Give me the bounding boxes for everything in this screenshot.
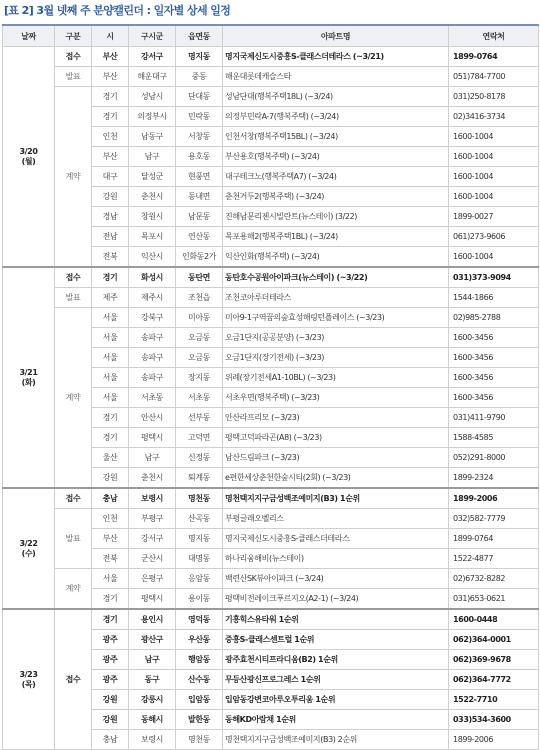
- si-cell: 서울: [92, 348, 129, 368]
- apartment-cell: 인천서창(행복주택15BL) (~3/24): [223, 127, 449, 147]
- gu-cell: 보령시: [129, 730, 176, 750]
- apartment-cell: 백련산SK뷰아이파크 (~3/24): [223, 569, 449, 589]
- phone-cell: 1600-3456: [449, 348, 539, 368]
- apartment-cell: 중흥S-클래스센트럴 1순위: [223, 630, 449, 650]
- si-cell: 서울: [92, 308, 129, 328]
- category-cell: 발표: [55, 67, 92, 87]
- phone-cell: 1600-1004: [449, 127, 539, 147]
- gu-cell: 송파구: [129, 328, 176, 348]
- dong-cell: 명천동: [176, 730, 223, 750]
- category-cell: 발표: [55, 288, 92, 308]
- apartment-cell: 서초우면(행복주택) (~3/23): [223, 388, 449, 408]
- gu-cell: 목포시: [129, 227, 176, 247]
- si-cell: 울산: [92, 448, 129, 468]
- phone-cell: 031)653-0621: [449, 589, 539, 610]
- si-cell: 충남: [92, 488, 129, 509]
- gu-cell: 은평구: [129, 569, 176, 589]
- apartment-cell: 춘천거두2(행복주택) (~3/24): [223, 187, 449, 207]
- phone-cell: 052)291-8000: [449, 448, 539, 468]
- phone-cell: 1588-4585: [449, 428, 539, 448]
- table-row: [3, 509, 539, 529]
- header-apt: 아파트명: [223, 25, 449, 47]
- gu-cell: 익산시: [129, 247, 176, 268]
- date-cell: 3/23 (목): [3, 609, 55, 750]
- gu-cell: 남동구: [129, 127, 176, 147]
- header-date: 날짜: [3, 25, 55, 47]
- apartment-cell: 미아9-1구역꿈의숲효성해링턴플레이스 (~3/23): [223, 308, 449, 328]
- si-cell: 서울: [92, 388, 129, 408]
- si-cell: 경남: [92, 207, 129, 227]
- table-row: [3, 488, 539, 509]
- dong-cell: 선부동: [176, 408, 223, 428]
- apartment-cell: 동해KD아람채 1순위: [223, 710, 449, 730]
- phone-cell: 1600-1004: [449, 187, 539, 207]
- apartment-cell: e편한세상춘천한숲시티(2회) (~3/23): [223, 468, 449, 489]
- phone-cell: 1899-0764: [449, 529, 539, 549]
- apartment-cell: 명지국제신도시중흥S-클래스더테라스 (~3/21): [223, 47, 449, 67]
- phone-cell: 051)784-7700: [449, 67, 539, 87]
- dong-cell: 연산동: [176, 227, 223, 247]
- apartment-cell: 입암동강변코아루오투리움 1순위: [223, 690, 449, 710]
- si-cell: 전남: [92, 227, 129, 247]
- dong-cell: 미아동: [176, 308, 223, 328]
- apartment-cell: 명천택지지구금성백조예미지(B3) 1순위: [223, 488, 449, 509]
- si-cell: 부산: [92, 47, 129, 67]
- phone-cell: 032)582-7779: [449, 509, 539, 529]
- si-cell: 경기: [92, 589, 129, 610]
- gu-cell: 강서구: [129, 529, 176, 549]
- apartment-cell: 의정부민락A-7(행복주택) (~3/24): [223, 107, 449, 127]
- table-row: [3, 308, 539, 328]
- dong-cell: 동탄면: [176, 267, 223, 288]
- table-row: [3, 288, 539, 308]
- apartment-cell: 명천택지지구금성백조예미지(B3) 2순위: [223, 730, 449, 750]
- header-phone: 연락처: [449, 25, 539, 47]
- phone-cell: 1899-2324: [449, 468, 539, 489]
- dong-cell: 오금동: [176, 348, 223, 368]
- header-category: 구분: [55, 25, 92, 47]
- apartment-cell: 부산용호(행복주택) (~3/24): [223, 147, 449, 167]
- dong-cell: 응암동: [176, 569, 223, 589]
- gu-cell: 안산시: [129, 408, 176, 428]
- table-row: [3, 267, 539, 288]
- table-row: [3, 67, 539, 87]
- category-cell: 접수: [55, 609, 92, 750]
- phone-cell: 031)250-8178: [449, 87, 539, 107]
- phone-cell: 033)534-3600: [449, 710, 539, 730]
- dong-cell: 고덕면: [176, 428, 223, 448]
- si-cell: 서울: [92, 328, 129, 348]
- header-dong: 읍면동: [176, 25, 223, 47]
- phone-cell: 1600-1004: [449, 167, 539, 187]
- phone-cell: 062)364-7772: [449, 670, 539, 690]
- phone-cell: 02)985-2788: [449, 308, 539, 328]
- si-cell: 부산: [92, 147, 129, 167]
- phone-cell: 062)364-0001: [449, 630, 539, 650]
- gu-cell: 평택시: [129, 589, 176, 610]
- apartment-cell: 무등산광신프로그레스 1순위: [223, 670, 449, 690]
- table-row: [3, 609, 539, 630]
- phone-cell: 1600-1004: [449, 147, 539, 167]
- apartment-cell: 위례(장기전세A1-10BL) (~3/23): [223, 368, 449, 388]
- apartment-cell: 하나리움해비(뉴스테이): [223, 549, 449, 569]
- apartment-cell: 동탄호수공원아이파크(뉴스테이) (~3/22): [223, 267, 449, 288]
- si-cell: 강원: [92, 187, 129, 207]
- dong-cell: 서초동: [176, 388, 223, 408]
- gu-cell: 강릉시: [129, 690, 176, 710]
- si-cell: 서울: [92, 368, 129, 388]
- dong-cell: 용호동: [176, 147, 223, 167]
- header-gu: 구시군: [129, 25, 176, 47]
- gu-cell: 화성시: [129, 267, 176, 288]
- dong-cell: 오금동: [176, 328, 223, 348]
- gu-cell: 강북구: [129, 308, 176, 328]
- apartment-cell: 조천코아루더테라스: [223, 288, 449, 308]
- phone-cell: 1600-3456: [449, 388, 539, 408]
- dong-cell: 명천동: [176, 488, 223, 509]
- apartment-cell: 진해남문리젠시빌란트(뉴스테이) (3/22): [223, 207, 449, 227]
- dong-cell: 단대동: [176, 87, 223, 107]
- si-cell: 충남: [92, 730, 129, 750]
- si-cell: 부산: [92, 67, 129, 87]
- apartment-cell: 부평글래오벨리스: [223, 509, 449, 529]
- apartment-cell: 오금1단지(공공분양) (~3/23): [223, 328, 449, 348]
- dong-cell: 산곡동: [176, 509, 223, 529]
- gu-cell: 창원시: [129, 207, 176, 227]
- apartment-cell: 목포용해2(행복주택1BL) (~3/24): [223, 227, 449, 247]
- si-cell: 강원: [92, 690, 129, 710]
- category-cell: 접수: [55, 47, 92, 67]
- gu-cell: 송파구: [129, 348, 176, 368]
- gu-cell: 보령시: [129, 488, 176, 509]
- phone-cell: 1899-0764: [449, 47, 539, 67]
- si-cell: 강원: [92, 710, 129, 730]
- si-cell: 광주: [92, 670, 129, 690]
- phone-cell: 1522-7710: [449, 690, 539, 710]
- apartment-cell: 안산라프리모 (~3/23): [223, 408, 449, 428]
- si-cell: 경기: [92, 87, 129, 107]
- table-row: [3, 87, 539, 107]
- si-cell: 경기: [92, 107, 129, 127]
- category-cell: 접수: [55, 267, 92, 288]
- phone-cell: 062)369-9678: [449, 650, 539, 670]
- date-cell: 3/21 (화): [3, 267, 55, 488]
- phone-cell: 031)373-9094: [449, 267, 539, 288]
- phone-cell: 1600-3456: [449, 328, 539, 348]
- si-cell: 전북: [92, 549, 129, 569]
- gu-cell: 서초동: [129, 388, 176, 408]
- dong-cell: 중동: [176, 67, 223, 87]
- schedule-table: [2, 24, 539, 750]
- dong-cell: 명지동: [176, 529, 223, 549]
- dong-cell: 입암동: [176, 690, 223, 710]
- gu-cell: 남구: [129, 448, 176, 468]
- apartment-cell: 기흥힉스유타워 1순위: [223, 609, 449, 630]
- dong-cell: 신정동: [176, 448, 223, 468]
- apartment-cell: 익산인화(행복주택) (~3/24): [223, 247, 449, 268]
- apartment-cell: 남산드림파크 (~3/23): [223, 448, 449, 468]
- dong-cell: 우산동: [176, 630, 223, 650]
- apartment-cell: 해운대롯데캐슬스타: [223, 67, 449, 87]
- si-cell: 인천: [92, 509, 129, 529]
- si-cell: 광주: [92, 650, 129, 670]
- si-cell: 경기: [92, 408, 129, 428]
- dong-cell: 서창동: [176, 127, 223, 147]
- apartment-cell: 평택비전레이크푸르지오(A2-1) (~3/24): [223, 589, 449, 610]
- header-si: 시: [92, 25, 129, 47]
- dong-cell: 조천읍: [176, 288, 223, 308]
- gu-cell: 동해시: [129, 710, 176, 730]
- si-cell: 경기: [92, 428, 129, 448]
- apartment-cell: 오금1단지(장기전세) (~3/23): [223, 348, 449, 368]
- phone-cell: 1899-2006: [449, 730, 539, 750]
- dong-cell: 민락동: [176, 107, 223, 127]
- gu-cell: 남구: [129, 147, 176, 167]
- gu-cell: 송파구: [129, 368, 176, 388]
- dong-cell: 장지동: [176, 368, 223, 388]
- schedule-body: [3, 47, 539, 750]
- apartment-cell: 대구테크노(행복주택A7) (~3/24): [223, 167, 449, 187]
- si-cell: 경기: [92, 267, 129, 288]
- category-cell: 접수: [55, 488, 92, 509]
- dong-cell: 동내면: [176, 187, 223, 207]
- date-cell: 3/20 (월): [3, 47, 55, 268]
- si-cell: 부산: [92, 529, 129, 549]
- category-cell: 계약: [55, 569, 92, 610]
- phone-cell: 1544-1866: [449, 288, 539, 308]
- si-cell: 대구: [92, 167, 129, 187]
- gu-cell: 의정부시: [129, 107, 176, 127]
- table-row: [3, 47, 539, 67]
- dong-cell: 행암동: [176, 650, 223, 670]
- date-cell: 3/22 (수): [3, 488, 55, 609]
- gu-cell: 강서구: [129, 47, 176, 67]
- phone-cell: 1600-1004: [449, 247, 539, 268]
- apartment-cell: 광주효천시티프라디움(B2) 1순위: [223, 650, 449, 670]
- gu-cell: 춘천시: [129, 468, 176, 489]
- si-cell: 강원: [92, 468, 129, 489]
- gu-cell: 군산시: [129, 549, 176, 569]
- gu-cell: 용인시: [129, 609, 176, 630]
- header-row: [3, 25, 539, 47]
- dong-cell: 인화동2가: [176, 247, 223, 268]
- si-cell: 서울: [92, 569, 129, 589]
- gu-cell: 광산구: [129, 630, 176, 650]
- category-cell: 발표: [55, 509, 92, 569]
- gu-cell: 부평구: [129, 509, 176, 529]
- si-cell: 제주: [92, 288, 129, 308]
- dong-cell: 용이동: [176, 589, 223, 610]
- apartment-cell: 명지국제신도시중흥S-클래스더테라스: [223, 529, 449, 549]
- dong-cell: 명지동: [176, 47, 223, 67]
- dong-cell: 대명동: [176, 549, 223, 569]
- gu-cell: 달성군: [129, 167, 176, 187]
- category-cell: 계약: [55, 308, 92, 489]
- dong-cell: 발한동: [176, 710, 223, 730]
- table-row: [3, 569, 539, 589]
- si-cell: 인천: [92, 127, 129, 147]
- phone-cell: 1522-4877: [449, 549, 539, 569]
- dong-cell: 현풍면: [176, 167, 223, 187]
- si-cell: 광주: [92, 630, 129, 650]
- phone-cell: 061)273-9606: [449, 227, 539, 247]
- si-cell: 전북: [92, 247, 129, 268]
- apartment-cell: 평택고덕파라곤(A8) (~3/23): [223, 428, 449, 448]
- dong-cell: 산수동: [176, 670, 223, 690]
- phone-cell: 1600-3456: [449, 368, 539, 388]
- gu-cell: 남구: [129, 650, 176, 670]
- gu-cell: 동구: [129, 670, 176, 690]
- gu-cell: 성남시: [129, 87, 176, 107]
- si-cell: 경기: [92, 609, 129, 630]
- gu-cell: 제주시: [129, 288, 176, 308]
- apartment-cell: 성남단대(행복주택18L) (~3/24): [223, 87, 449, 107]
- gu-cell: 해운대구: [129, 67, 176, 87]
- table-title: [표 2] 3월 넷째 주 분양캘린더 : 일자별 상세 일정: [4, 4, 231, 17]
- phone-cell: 1600-0448: [449, 609, 539, 630]
- phone-cell: 02)3416-3734: [449, 107, 539, 127]
- phone-cell: 1899-2006: [449, 488, 539, 509]
- dong-cell: 남문동: [176, 207, 223, 227]
- category-cell: 계약: [55, 87, 92, 268]
- dong-cell: 영덕동: [176, 609, 223, 630]
- phone-cell: 02)6732-8282: [449, 569, 539, 589]
- phone-cell: 031)411-9790: [449, 408, 539, 428]
- dong-cell: 퇴계동: [176, 468, 223, 489]
- gu-cell: 춘천시: [129, 187, 176, 207]
- phone-cell: 1899-0027: [449, 207, 539, 227]
- gu-cell: 평택시: [129, 428, 176, 448]
